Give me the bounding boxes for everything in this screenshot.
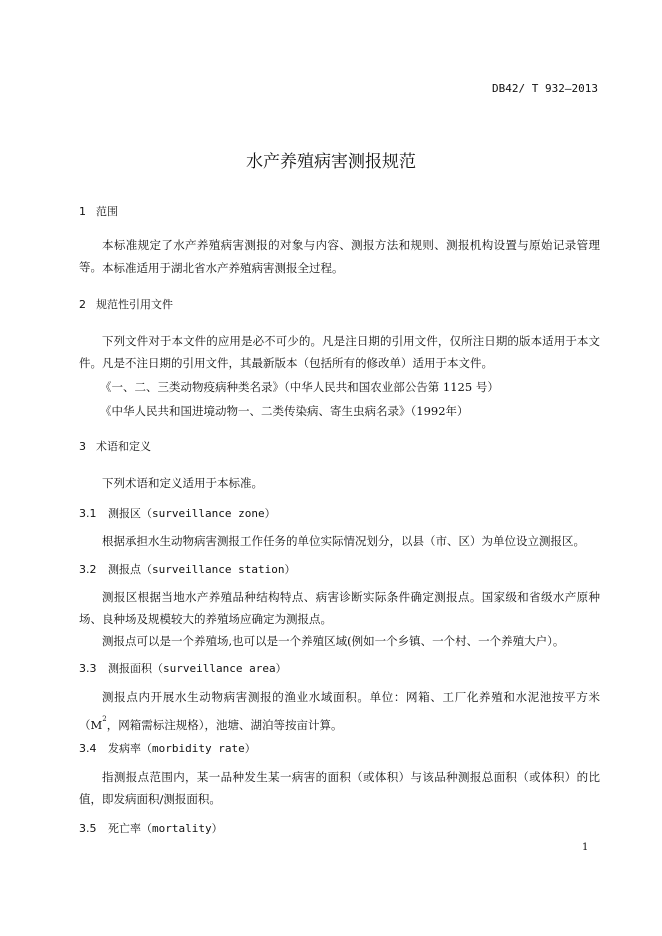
paragraph: [79, 686, 600, 736]
term-heading-surveillance-zone: [79, 505, 276, 521]
term-heading-surveillance-station: [79, 561, 295, 577]
term-number: 3.4: [79, 742, 97, 755]
paragraph: 本标准适用于湖北省水产养殖病害测报全过程。: [102, 261, 344, 275]
paragraph: 下列术语和定义适用于本标准。: [102, 476, 263, 490]
page-number: 1: [582, 842, 589, 853]
paragraph: 下列文件对于本文件的应用是必不可少的。凡是注日期的引用文件，仅所注日期的版本适用于本文件。凡是不注日期的引用文件，其最新版本（包括所有的修改单）适用于本文件。: [79, 334, 600, 370]
section-number: 3: [79, 440, 86, 453]
term-title: 测报区: [108, 507, 141, 520]
term-english: （mortality）: [141, 822, 223, 835]
paragraph: 指测报点范围内，某一品种发生某一病害的面积（或体积）与该品种测报总面积（或体积）的比值，即发病面积/测报面积。: [79, 770, 600, 806]
term-title: 测报面积: [108, 662, 152, 675]
term-number: 3.5: [79, 822, 97, 835]
term-heading-mortality: [79, 820, 223, 836]
superscript: 2: [102, 715, 107, 723]
term-heading-morbidity-rate: [79, 740, 256, 756]
term-heading-surveillance-area: [79, 660, 287, 676]
term-number: 3.1: [79, 507, 97, 520]
section-title: 范围: [96, 205, 118, 218]
paragraph: 本标准规定了水产养殖病害测报的对象与内容、测报方法和规则、测报机构设置与原始记录管理等。: [79, 238, 600, 274]
section-number: 2: [79, 298, 86, 311]
term-title: 发病率: [108, 742, 141, 755]
reference-item: 《一、二、三类动物疫病种类名录》（中华人民共和国农业部公告第 1125 号）: [100, 380, 499, 394]
term-number: 3.3: [79, 662, 97, 675]
section-heading-normative-references: [79, 296, 173, 312]
document-number: DB42/ T 932—2013: [492, 82, 598, 95]
term-title: 测报点: [108, 563, 141, 576]
term-english: （surveillance area）: [152, 662, 287, 675]
page-title: 水产养殖病害测报规范: [246, 152, 416, 172]
paragraph: 根据承担水生动物病害测报工作任务的单位实际情况划分，以县（市、区）为单位设立测报区。: [102, 534, 585, 548]
paragraph-text: 测报点内开展水生动物病害测报的渔业水域面积。单位：网箱、工厂化养殖和水泥池按平方米（M: [79, 690, 600, 732]
section-heading-scope: [79, 203, 118, 219]
term-english: （surveillance zone）: [141, 507, 276, 520]
term-english: （surveillance station）: [141, 563, 296, 576]
paragraph: 测报点可以是一个养殖场,也可以是一个养殖区域(例如一个乡镇、一个村、一个养殖大户）。: [102, 634, 565, 648]
term-title: 死亡率: [108, 822, 141, 835]
paragraph-text: ，网箱需标注规格），池塘、湖泊等按亩计算。: [106, 718, 343, 732]
term-number: 3.2: [79, 563, 97, 576]
section-heading-terms: [79, 438, 151, 454]
section-title: 术语和定义: [96, 440, 151, 453]
paragraph: 测报区根据当地水产养殖品种结构特点、病害诊断实际条件确定测报点。国家级和省级水产原种场、良种场及规模较大的养殖场应确定为测报点。: [79, 590, 600, 626]
reference-item: 《中华人民共和国进境动物一、二类传染病、寄生虫病名录》（1992年）: [100, 404, 469, 418]
section-title: 规范性引用文件: [96, 298, 173, 311]
section-number: 1: [79, 205, 86, 218]
term-english: （morbidity rate）: [141, 742, 256, 755]
